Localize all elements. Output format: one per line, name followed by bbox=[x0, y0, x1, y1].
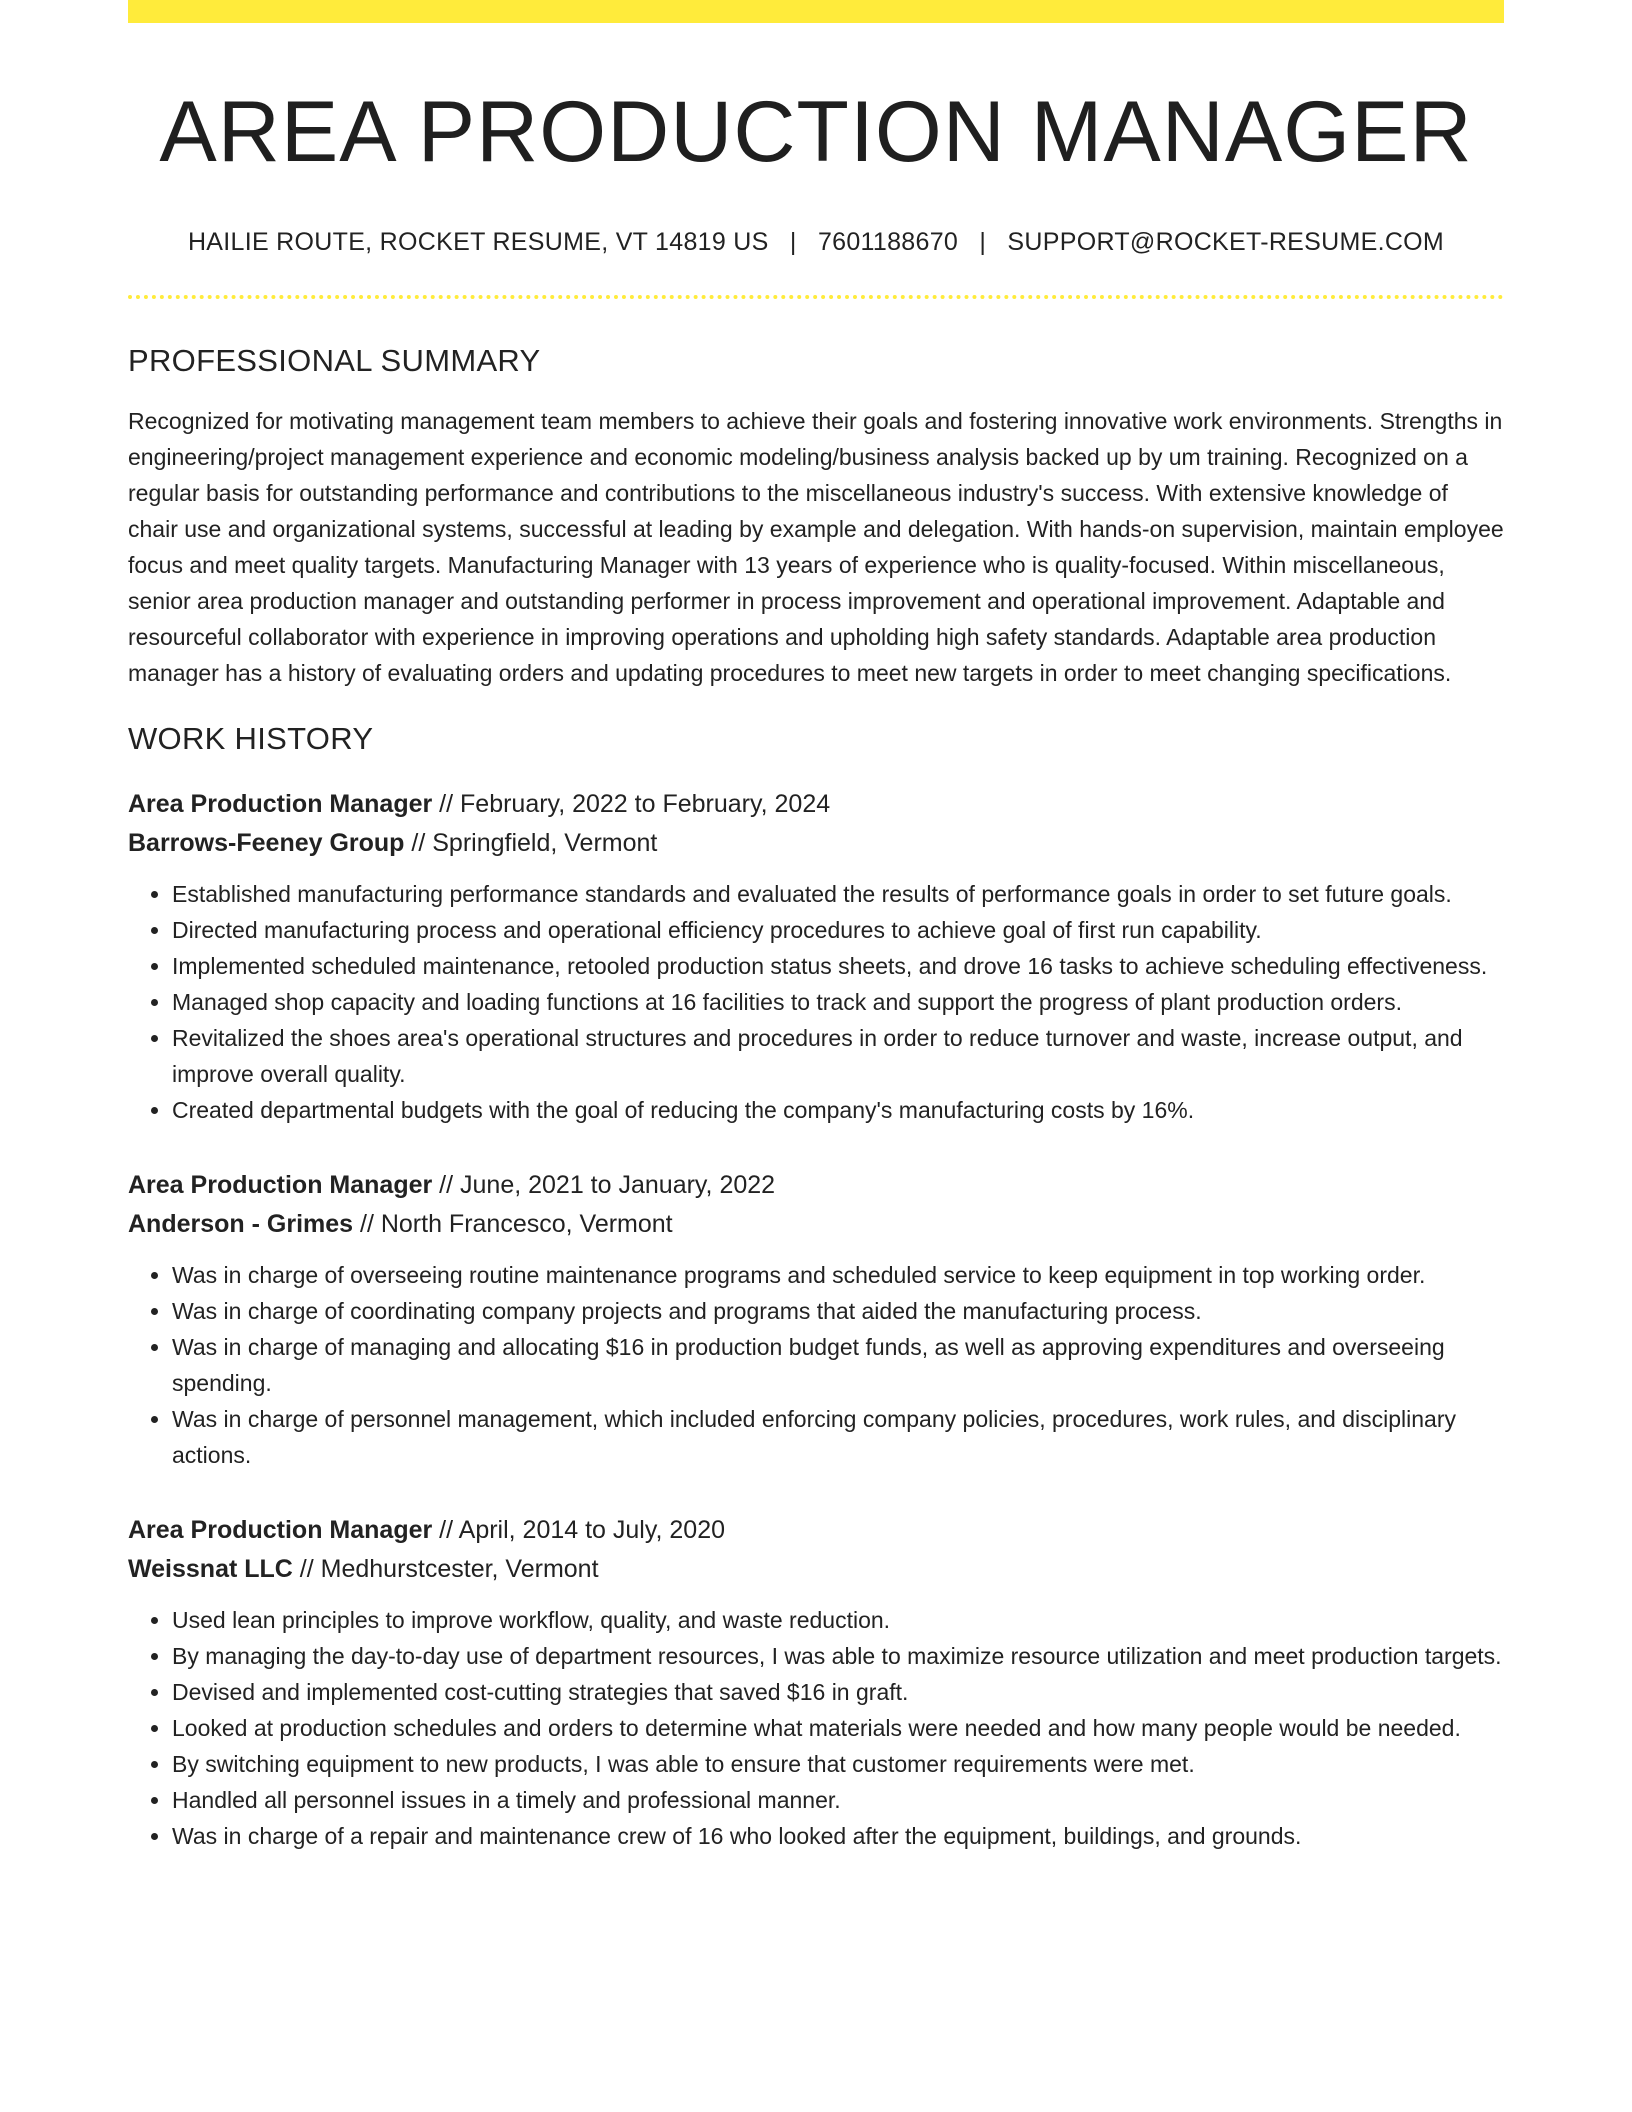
contact-separator: | bbox=[789, 227, 797, 256]
job-entry bbox=[128, 1166, 1504, 1473]
job-company-line bbox=[128, 824, 1504, 863]
resume-page bbox=[128, 0, 1504, 1854]
job-title-line bbox=[128, 1511, 1504, 1550]
job-location: // Medhurstcester, Vermont bbox=[292, 1554, 599, 1583]
resume-title: AREA PRODUCTION MANAGER bbox=[159, 84, 1473, 180]
contact-address: HAILIE ROUTE, ROCKET RESUME, VT 14819 US bbox=[187, 227, 769, 256]
job-title-line bbox=[128, 785, 1504, 824]
job-location: // North Francesco, Vermont bbox=[353, 1209, 673, 1238]
job-bullets bbox=[128, 1602, 1504, 1854]
job-entry bbox=[128, 785, 1504, 1128]
job-title: Area Production Manager bbox=[128, 1170, 433, 1199]
list-item: • Was in charge of overseeing routine maintenance programs and scheduled service to keep equipment in top working order. bbox=[172, 1257, 1504, 1293]
list-item: • Managed shop capacity and loading functions at 16 facilities to track and support the progress of plant production orders. bbox=[172, 984, 1504, 1020]
list-item: • Was in charge of coordinating company projects and programs that aided the manufacturing process. bbox=[172, 1293, 1504, 1329]
list-item: • Directed manufacturing process and operational efficiency procedures to achieve goal of first run capability. bbox=[172, 912, 1504, 948]
job-title: Area Production Manager bbox=[128, 1515, 433, 1544]
list-item: • Was in charge of a repair and maintenance crew of 16 who looked after the equipment, buildings, and grounds. bbox=[172, 1818, 1504, 1854]
job-bullets bbox=[128, 1257, 1504, 1473]
list-item: • Was in charge of managing and allocating $16 in production budget funds, as well as approving expenditures and overseeing spending. bbox=[172, 1329, 1504, 1401]
job-dates: // April, 2014 to July, 2020 bbox=[432, 1515, 726, 1544]
job-dates: // June, 2021 to January, 2022 bbox=[432, 1170, 776, 1199]
list-item: • Looked at production schedules and orders to determine what materials were needed and how many people would be needed. bbox=[172, 1710, 1504, 1746]
job-company-line bbox=[128, 1205, 1504, 1244]
dotted-divider bbox=[128, 295, 1504, 299]
job-location: // Springfield, Vermont bbox=[404, 828, 658, 857]
contact-email: SUPPORT@ROCKET-RESUME.COM bbox=[1007, 227, 1445, 256]
list-item: • Devised and implemented cost-cutting strategies that saved $16 in graft. bbox=[172, 1674, 1504, 1710]
list-item: • By switching equipment to new products, I was able to ensure that customer requirements were met. bbox=[172, 1746, 1504, 1782]
job-bullets bbox=[128, 876, 1504, 1128]
list-item: • Revitalized the shoes area's operational structures and procedures in order to reduce turnover and waste, increase output, and improve overall quality. bbox=[172, 1020, 1504, 1092]
work-history-section bbox=[128, 721, 1504, 1854]
list-item: • Used lean principles to improve workflow, quality, and waste reduction. bbox=[172, 1602, 1504, 1638]
contact-phone: 7601188670 bbox=[817, 227, 959, 256]
job-company: Barrows-Feeney Group bbox=[128, 828, 405, 857]
contact-line bbox=[128, 228, 1504, 257]
job-title: Area Production Manager bbox=[128, 789, 433, 818]
list-item: • Was in charge of personnel management, which included enforcing company policies, procedures, work rules, and disciplinary actions. bbox=[172, 1401, 1504, 1473]
job-title-line bbox=[128, 1166, 1504, 1205]
list-item: • Established manufacturing performance standards and evaluated the results of performance goals in order to set future goals. bbox=[172, 876, 1504, 912]
section-heading: PROFESSIONAL SUMMARY bbox=[128, 342, 541, 378]
summary-text: Recognized for motivating management team members to achieve their goals and fostering innovative work environments. Strengths in engineering/project management experience and economic modeling/business analysis backed up by um training. Recognized on a regular basis for outstanding performance and contributions to the miscellaneous industry's success. With extensive knowledge of chair use and organizational systems, successful at leading by example and delegation. With hands-on supervision, maintain employee focus and meet quality targets. Manufacturing Manager with 13 years of experience who is quality-focused. Within miscellaneous, senior area production manager and outstanding performer in process improvement and operational improvement. Adaptable and resourceful collaborator with experience in improving operations and upholding high safety standards. Adaptable area production manager has a history of evaluating orders and updating procedures to meet new targets in order to meet changing specifications. bbox=[128, 407, 1504, 686]
contact-separator: | bbox=[979, 227, 987, 256]
job-dates: // February, 2022 to February, 2024 bbox=[432, 789, 831, 818]
professional-summary-section bbox=[128, 343, 1504, 691]
job-company-line bbox=[128, 1550, 1504, 1589]
list-item: • Created departmental budgets with the goal of reducing the company's manufacturing costs by 16%. bbox=[172, 1092, 1504, 1128]
list-item: • Implemented scheduled maintenance, retooled production status sheets, and drove 16 tasks to achieve scheduling effectiveness. bbox=[172, 948, 1504, 984]
list-item: • By managing the day-to-day use of department resources, I was able to maximize resource utilization and meet production targets. bbox=[172, 1638, 1504, 1674]
job-company: Weissnat LLC bbox=[128, 1554, 293, 1583]
section-heading: WORK HISTORY bbox=[128, 720, 374, 756]
job-entry bbox=[128, 1511, 1504, 1854]
job-company: Anderson - Grimes bbox=[128, 1209, 354, 1238]
accent-top-bar bbox=[128, 0, 1504, 23]
list-item: • Handled all personnel issues in a timely and professional manner. bbox=[172, 1782, 1504, 1818]
